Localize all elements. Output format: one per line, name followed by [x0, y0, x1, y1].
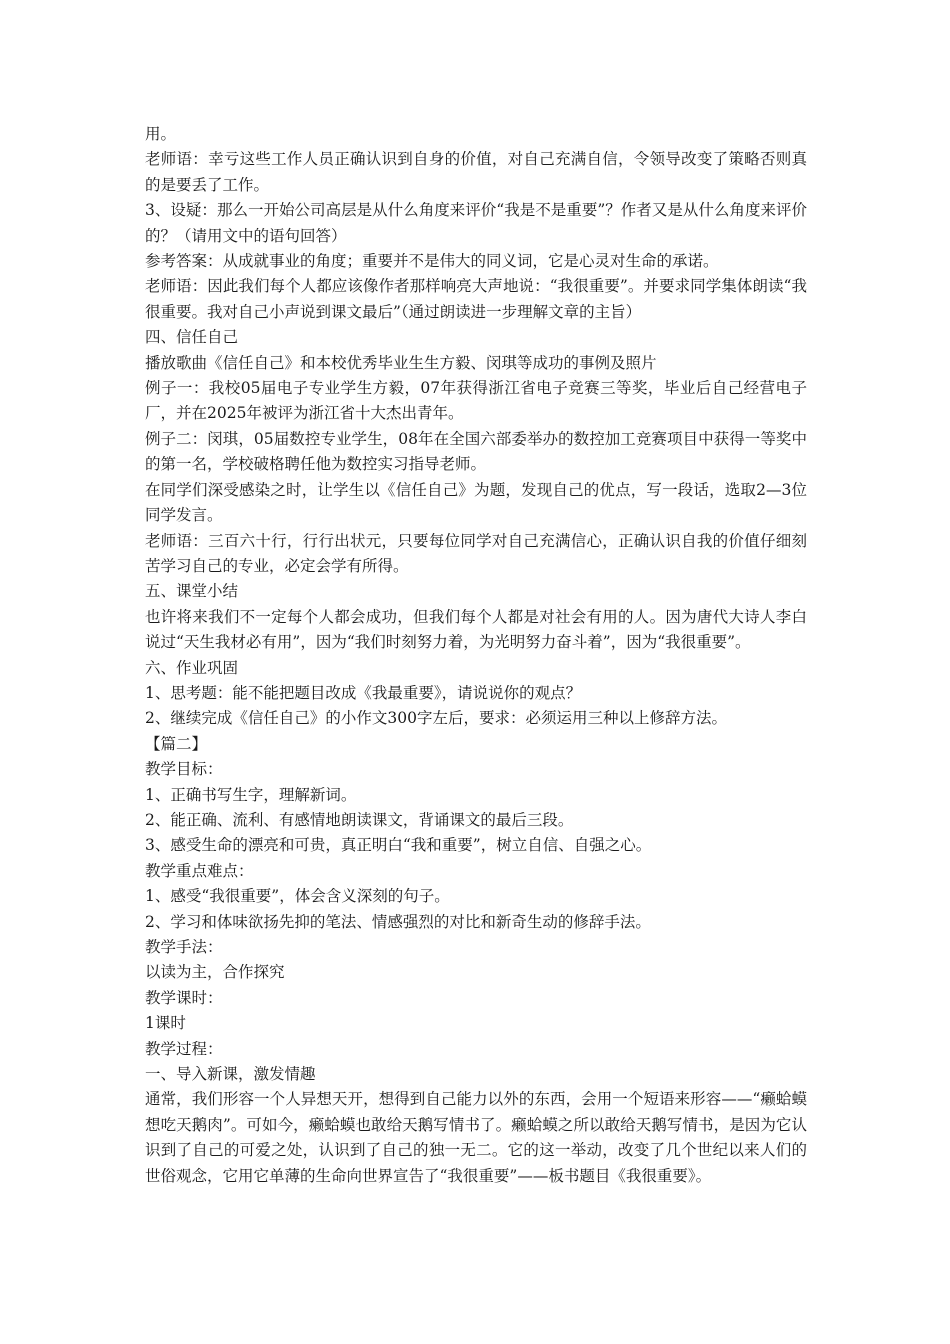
- section-heading: 【篇二】: [145, 734, 208, 753]
- paragraph: 也许将来我们不一定每个人都会成功，但我们每个人都是对社会有用的人。因为唐代大诗人李白说过“天生我材必有用”，因为“我们时刻努力着，为光明努力奋斗着”，因为“我很重要”。: [145, 607, 807, 652]
- list-item: 1、思考题：能不能把题目改成《我最重要》，请说说你的观点？: [145, 683, 582, 702]
- paragraph: 例子二：闵琪，05届数控专业学生，08年在全国六部委举办的数控加工竞赛项目中获得一等奖中的第一名，学校破格聘任他为数控实习指导老师。: [145, 429, 807, 474]
- section-heading: 六、作业巩固: [145, 658, 239, 677]
- list-item: 2、继续完成《信任自己》的小作文300字左后，要求：必须运用三种以上修辞方法。: [145, 709, 727, 728]
- subheading: 教学重点难点：: [145, 861, 254, 880]
- subheading: 教学目标：: [145, 760, 223, 779]
- list-item: 2、学习和体味欲扬先抑的笔法、情感强烈的对比和新奇生动的修辞手法。: [145, 912, 651, 931]
- paragraph: 老师语：因此我们每个人都应该像作者那样响亮大声地说：“我很重要”。并要求同学集体朗读“我很重要。我对自己小声说到课文最后”（通过朗读进一步理解文章的主旨）: [145, 277, 807, 321]
- section-heading: 五、课堂小结: [145, 582, 239, 601]
- paragraph: 老师语：三百六十行，行行出状元，只要每位同学对自己充满信心，正确认识自我的价值仔细刻苦学习自己的专业，必定会学有所得。: [145, 531, 807, 575]
- list-item: 2、能正确、流利、有感情地朗读课文，背诵课文的最后三段。: [145, 810, 574, 829]
- subheading: 教学课时：: [145, 988, 223, 1007]
- list-item: 3、感受生命的漂亮和可贵，真正明白“我和重要”，树立自信、自强之心。: [145, 836, 652, 855]
- paragraph: 播放歌曲《信任自己》和本校优秀毕业生生方毅、闵琪等成功的事例及照片: [145, 353, 657, 372]
- section-heading: 一、导入新课，激发情趣: [145, 1065, 316, 1084]
- paragraph: 例子一：我校05届电子专业学生方毅，07年获得浙江省电子竞赛三等奖，毕业后自己经营电子厂，并在2025年被评为浙江省十大杰出青年。: [145, 379, 807, 423]
- paragraph: 1课时: [145, 1014, 186, 1033]
- paragraph: 用。: [145, 125, 177, 143]
- subheading: 教学手法：: [145, 938, 223, 956]
- paragraph: 在同学们深受感染之时，让学生以《信任自己》为题，发现自己的优点，写一段话，选取2—3位同学发言。: [145, 480, 807, 525]
- list-item: 1、感受“我很重要”，体会含义深刻的句子。: [145, 887, 450, 906]
- paragraph: 参考答案：从成就事业的角度；重要并不是伟大的同义词，它是心灵对生命的承诺。: [145, 252, 719, 271]
- paragraph: 老师语：幸亏这些工作人员正确认识到自身的价值，对自己充满自信，令领导改变了策略否则真的是要丢了工作。: [145, 150, 807, 194]
- paragraph: 以读为主，合作探究: [145, 963, 285, 982]
- list-item: 1、正确书写生字，理解新词。: [145, 785, 357, 804]
- paragraph: 通常，我们形容一个人异想天开，想得到自己能力以外的东西，会用一个短语来形容——“癞蛤蟆想吃天鹅肉”。可如今，癞蛤蟆也敢给天鹅写情书了。癞蛤蟆之所以敢给天鹅写情书，是因为它认识到了自己的可爱之处，认识到了自己的独一无二。它的这一举动，改变了几个世纪以来人们的世俗观念，它用它单薄的生命向世界宣告了“我很重要”——板书题目《我很重要》。: [145, 1090, 807, 1185]
- paragraph: 3、设疑：那么一开始公司高层是从什么角度来评价“我是不是重要”？作者又是从什么角度来评价的？（请用文中的语句回答）: [145, 201, 807, 245]
- subheading: 教学过程：: [145, 1039, 223, 1058]
- section-heading: 四、信任自己: [145, 328, 239, 347]
- document-body: [145, 122, 807, 1189]
